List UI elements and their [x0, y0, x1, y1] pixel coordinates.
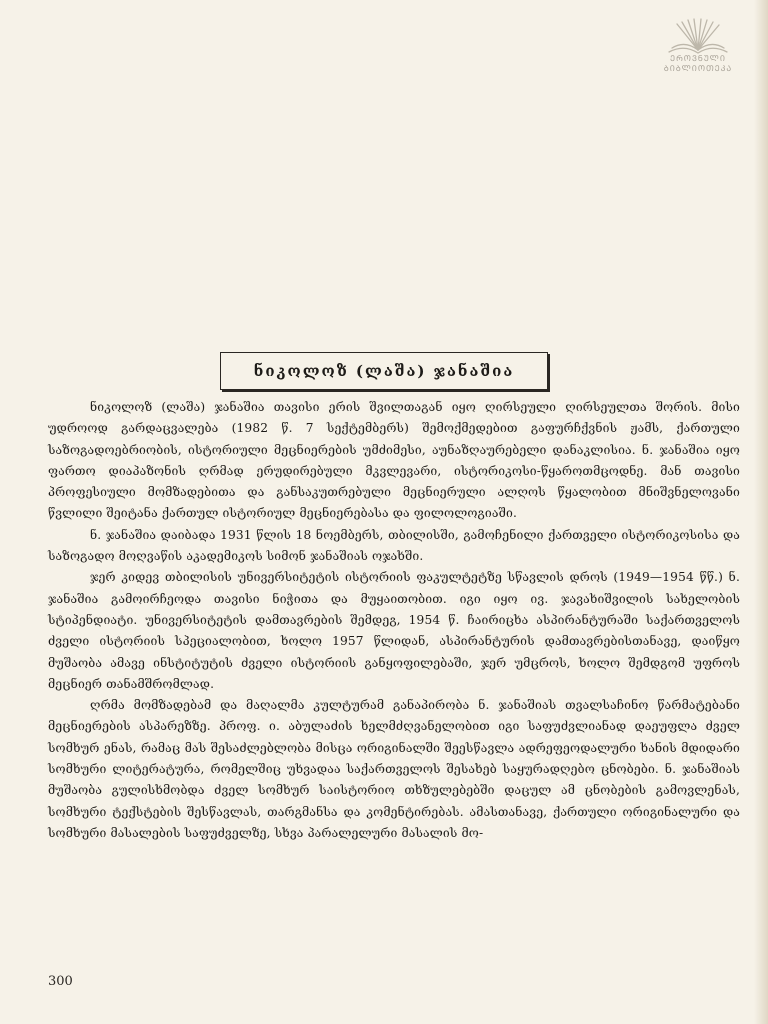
library-logo — [648, 18, 748, 74]
logo-text-line1: ᲔᲠᲝᲕᲜᲣᲚᲘ — [670, 54, 726, 63]
article-title: ნიკოლოზ (ლაშა) ჯანაშია — [253, 362, 515, 380]
paragraph-birth: ნ. ჯანაშია დაიბადა 1931 წლის 18 ნოემბერს, თბილისში, გამოჩენილი ქართველი ისტორიკოსისა და საზოგადო მოღვაწის აკადემიკოს სიმონ ჯანაშიას ოჯახში. — [48, 527, 740, 564]
paragraph-education: ჯერ კიდევ თბილისის უნივერსიტეტის ისტორიის ფაკულტეტზე სწავლის დროს (1949—1954 წწ.) ნ. ჯანაშია გამოირჩეოდა თავისი ნიჭითა და მუყაითობით. იგი იყო ივ. ჯავახიშვილის სახელობის სტიპენდიატი. უნივერსიტეტის დამთავრების შემდეგ, 1954 წ. ჩაირიცხა ასპირანტურაში საქართველოს ძველი ისტორიის სპეციალობით, ხოლო 1957 წლიდან, ასპირანტურის დამთავრებისთანავე, დაიწყო მუშაობა ამავე ინსტიტუტის ძველი ისტორიის განყოფილებაში, ჯერ უმცროს, ხოლო შემდგომ უფროს მეცნიერ თანამშრომლად. — [48, 570, 740, 691]
paragraph-research: ღრმა მომზადებამ და მაღალმა კულტურამ განაპირობა ნ. ჯანაშიას თვალსაჩინო წარმატებანი მეცნიერების ასპარეზზე. პროფ. ი. აბულაძის ხელმძღვანელობით იგი საფუძვლიანად დაეუფლა ძველ სომხურ ენას, რამაც მას შესაძლებლობა მისცა ორიგინალში შეესწავლა ადრეფეოდალური ხანის მდიდარი სომხური ლიტერატურა, რომელშიც უხვადაა საქართველოს შესახებ საყურადღებო ცნობები. ნ. ჯანაშიას მუშაობა გულისხმობდა ძველ სომხურ საისტორიო თხზულებებში დაცულ ამ ცნობების გამოვლენას, სომხური ტექსტების შესწავლას, თარგმანსა და კომენტირებას. ამასთანავე, ქართული ორიგინალური და სომხური მასალების საფუძველზე, სხვა პარალელური მასალის მო- — [48, 698, 740, 840]
paragraph-intro: ნიკოლოზ (ლაშა) ჯანაშია თავისი ერის შვილთაგან იყო ღირსეული ღირსეულთა შორის. მისი უდროოდ გარდაცვალება (1982 წ. 7 სექტემბერს) შემოქმედებით გაფურჩქვნის ჟამს, ქართული საზოგადოებრიობის, ისტორიული მეცნიერების უმძიმესი, აუნაზღაურებელი დანაკლისია. ნ. ჯანაშია იყო ფართო დიაპაზონის ღრმად ერუდირებული მკვლევარი, ისტორიკოსი-წყაროთმცოდნე. მან თავისი პროფესიული მომზადებითა და განსაკუთრებული მეცნიერული ალღოს წყალობით მნიშვნელოვანი წვლილი შეიტანა ქართულ ისტორიულ მეცნიერებასა და ფილოლოგიაში. — [48, 400, 740, 521]
logo-text-line2: ᲑᲘᲑᲚᲘᲝᲗᲔᲙᲐ — [663, 64, 733, 73]
page-number: 300 — [48, 974, 73, 989]
book-fan-logo-icon — [663, 18, 733, 54]
article-body — [48, 397, 740, 844]
page-edge-shadow — [754, 0, 768, 1024]
article-title-frame — [220, 352, 548, 390]
